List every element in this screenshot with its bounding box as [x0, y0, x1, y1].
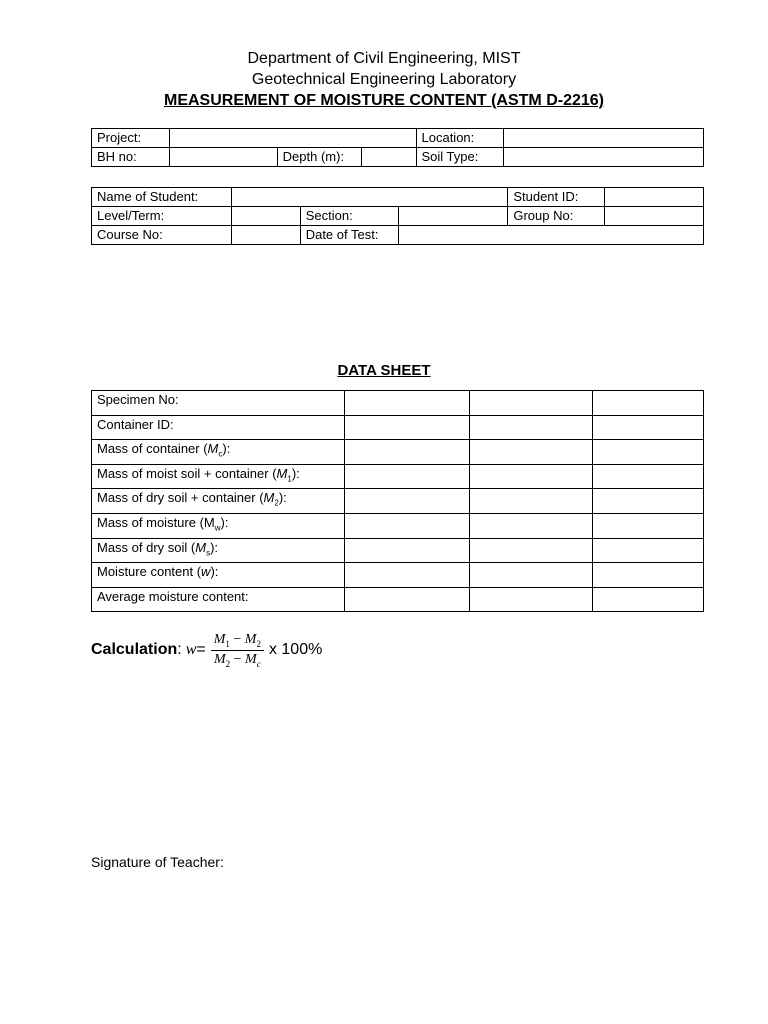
specimen-value-cell[interactable]: [592, 563, 703, 588]
specimen-value-cell[interactable]: [345, 464, 469, 489]
soil-type-label: Soil Type:: [416, 148, 504, 167]
location-label: Location:: [416, 129, 504, 148]
laboratory-name: Geotechnical Engineering Laboratory: [251, 71, 517, 88]
data-sheet-row-label: [92, 464, 345, 489]
denominator-term-a-sub: 2: [225, 658, 231, 669]
data-sheet-row-label: [92, 415, 345, 440]
data-sheet-row-label: [92, 513, 345, 538]
document-title: MEASUREMENT OF MOISTURE CONTENT (ASTM D-2216): [163, 92, 604, 109]
data-sheet-row-label: [92, 538, 345, 563]
data-sheet-title: DATA SHEET: [337, 362, 431, 379]
specimen-value-cell[interactable]: [469, 538, 592, 563]
date-of-test-label: Date of Test:: [300, 226, 398, 245]
row-label-text: Container ID:: [97, 416, 174, 432]
depth-field[interactable]: [361, 148, 416, 167]
group-no-label: Group No:: [508, 207, 605, 226]
row-label-text: Mass of moist soil + container (: [97, 465, 277, 481]
specimen-value-cell[interactable]: [469, 489, 592, 514]
specimen-value-cell[interactable]: [345, 563, 469, 588]
bh-no-label: BH no:: [92, 148, 170, 167]
student-id-label: Student ID:: [508, 188, 605, 207]
numerator-term-a-sub: 1: [225, 638, 230, 649]
row-label-text: Specimen No:: [97, 392, 179, 407]
table-row: [92, 587, 704, 612]
specimen-value-cell[interactable]: [592, 415, 703, 440]
row-label-variable: M: [195, 539, 207, 555]
table-row: [92, 148, 704, 167]
section-label: Section:: [300, 207, 398, 226]
denominator-term-a: M: [213, 651, 226, 667]
row-label-variable: M: [207, 441, 219, 457]
row-label-subscript: 2: [274, 498, 279, 508]
row-label-text: Mass of container (: [97, 441, 208, 457]
soil-type-field[interactable]: [504, 148, 704, 167]
level-term-field[interactable]: [231, 207, 300, 226]
row-label-variable: M: [276, 465, 288, 481]
specimen-value-cell[interactable]: [469, 391, 592, 416]
table-row: [92, 440, 704, 465]
specimen-value-cell[interactable]: [592, 440, 703, 465]
specimen-value-cell[interactable]: [469, 563, 592, 588]
specimen-value-cell[interactable]: [592, 489, 703, 514]
data-sheet-row-label: [92, 440, 345, 465]
specimen-value-cell[interactable]: [592, 538, 703, 563]
specimen-value-cell[interactable]: [345, 538, 469, 563]
denominator-term-b: M: [245, 651, 257, 667]
denominator-minus: −: [230, 651, 246, 667]
project-field[interactable]: [169, 129, 416, 148]
row-label-suffix: ):: [278, 490, 287, 506]
row-label-text: Mass of dry soil + container (: [97, 490, 264, 506]
specimen-value-cell[interactable]: [469, 513, 592, 538]
specimen-value-cell[interactable]: [592, 464, 703, 489]
data-sheet-row-label: [92, 587, 345, 612]
table-row: [92, 415, 704, 440]
row-label-subscript: 1: [287, 474, 292, 484]
level-term-label: Level/Term:: [92, 207, 232, 226]
project-info-table: [91, 128, 704, 167]
calculation-label: Calculation: [91, 641, 178, 659]
row-label-subscript: w: [214, 523, 221, 533]
course-no-field[interactable]: [231, 226, 300, 245]
numerator-minus: −: [229, 632, 245, 647]
department-name: Department of Civil Engineering, MIST: [247, 50, 521, 67]
formula-suffix: x 100%: [268, 641, 323, 659]
project-label: Project:: [92, 129, 170, 148]
row-label-text: Mass of moisture (M: [97, 514, 215, 530]
formula-numerator: [211, 632, 264, 651]
row-label-suffix: ):: [220, 514, 229, 530]
row-label-variable: M: [263, 490, 275, 506]
teacher-signature-label: Signature of Teacher:: [91, 854, 224, 870]
table-row: [92, 391, 704, 416]
date-of-test-field[interactable]: [398, 226, 703, 245]
row-label-suffix: ):: [222, 441, 231, 457]
specimen-value-cell[interactable]: [469, 464, 592, 489]
numerator-term-a: M: [213, 632, 226, 647]
table-row: [92, 489, 704, 514]
numerator-term-b-sub: 2: [256, 638, 261, 649]
student-info-table: [91, 187, 704, 245]
row-label-suffix: ):: [291, 465, 300, 481]
specimen-value-cell[interactable]: [345, 587, 469, 612]
formula-equals: =: [196, 641, 206, 659]
formula-variable: w: [185, 641, 197, 659]
row-label-suffix: ):: [210, 564, 219, 580]
section-field[interactable]: [398, 207, 508, 226]
depth-label: Depth (m):: [277, 148, 361, 167]
table-row: [92, 464, 704, 489]
row-label-subscript: c: [218, 449, 223, 459]
specimen-value-cell[interactable]: [592, 391, 703, 416]
table-row: [92, 129, 704, 148]
bh-no-field[interactable]: [169, 148, 277, 167]
data-sheet-row-label: [92, 391, 345, 416]
numerator-term-b: M: [244, 632, 257, 647]
formula-denominator: [211, 651, 264, 669]
table-row: [92, 207, 704, 226]
table-row: [92, 563, 704, 588]
document-header: [0, 48, 768, 111]
denominator-term-b-sub: c: [256, 658, 261, 669]
specimen-value-cell[interactable]: [469, 415, 592, 440]
student-name-field[interactable]: [231, 188, 507, 207]
student-name-label: Name of Student:: [92, 188, 232, 207]
group-no-field[interactable]: [605, 207, 704, 226]
row-label-text: Average moisture content:: [97, 588, 249, 604]
data-sheet-row-label: [92, 489, 345, 514]
table-row: [92, 513, 704, 538]
row-label-subscript: s: [206, 548, 211, 558]
specimen-value-cell[interactable]: [345, 440, 469, 465]
specimen-value-cell[interactable]: [592, 587, 703, 612]
specimen-value-cell[interactable]: [469, 440, 592, 465]
row-label-text: Moisture content (: [97, 564, 202, 580]
specimen-value-cell[interactable]: [592, 513, 703, 538]
location-field[interactable]: [504, 129, 704, 148]
specimen-value-cell[interactable]: [469, 587, 592, 612]
table-row: [92, 538, 704, 563]
specimen-value-cell[interactable]: [345, 489, 469, 514]
data-sheet-row-label: [92, 563, 345, 588]
row-label-suffix: ):: [210, 539, 219, 555]
specimen-value-cell[interactable]: [345, 513, 469, 538]
student-id-field[interactable]: [605, 188, 704, 207]
specimen-value-cell[interactable]: [345, 391, 469, 416]
table-row: [92, 226, 704, 245]
table-row: [92, 188, 704, 207]
calculation-formula: [91, 632, 322, 669]
calculation-colon: :: [177, 641, 182, 659]
data-sheet-table: [91, 390, 704, 612]
formula-fraction: [211, 632, 264, 669]
row-label-text: Mass of dry soil (: [97, 539, 196, 555]
course-no-label: Course No:: [92, 226, 232, 245]
row-label-variable: w: [201, 564, 211, 580]
specimen-value-cell[interactable]: [345, 415, 469, 440]
